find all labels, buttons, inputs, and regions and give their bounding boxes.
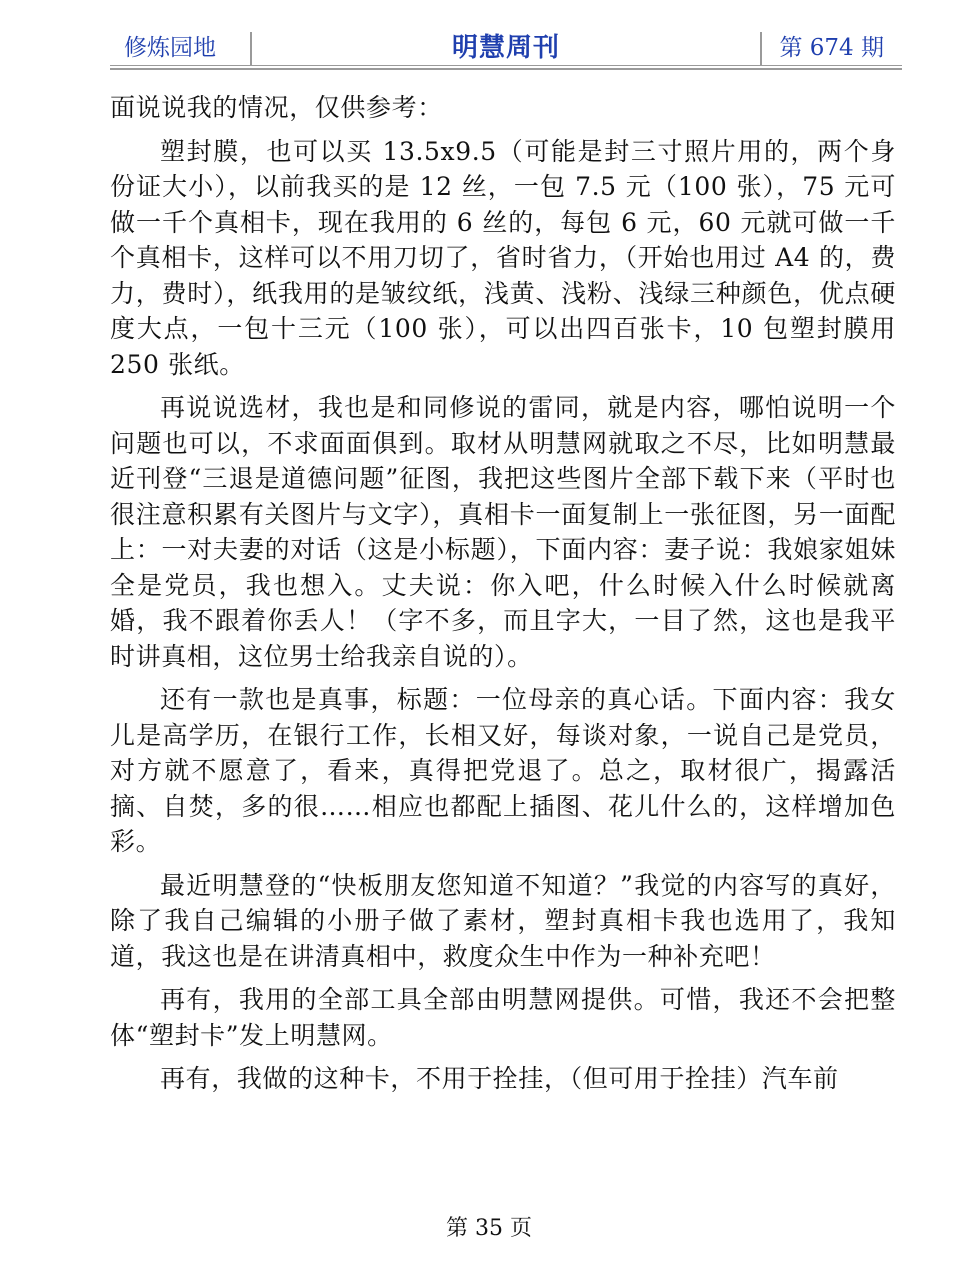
paragraph-card-usage: 再有，我做的这种卡，不用于拴挂，（但可用于拴挂）汽车前	[160, 1064, 839, 1093]
header-rule-bottom	[110, 68, 902, 70]
paragraph-material-selection: 再说说选材，我也是和同修说的雷同，就是内容，哪怕说明一个问题也可以，不求面面俱到。取材从明慧网就取之不尽，比如明慧最近刊登“三退是道德问题”征图，我把这些图片全部下载下来（平时也很注意积累有关图片与文字），真相卡一面复制上一张征图，另一面配上：一对夫妻的对话（这是小标题），下面内容：妻子说：我娘家姐妹全是党员，我也想入。丈夫说：你入吧，什么时候入什么时候就离婚，我不跟着你丢人！（字不多，而且字大，一目了然，这也是我平时讲真相，这位男士给我亲自说的）。	[110, 393, 896, 671]
paragraph-laminating-film: 塑封膜，也可以买 13.5x9.5（可能是封三寸照片用的，两个身份证大小），以前我买的是 12 丝，一包 7.5 元（100 张），75 元可做一千个真相卡，现在我用的 6 丝的，每包 6 元，60 元就可做一千个真相卡，这样可以不用刀切了，省时省力，（开始也用过 A4 的，费力，费时），纸我用的是皱纹纸，浅黄、浅粉、浅绿三种颜色，优点硬度大点，一包十三元（100 张），可以出四百张卡，10 包塑封膜用 250 张纸。	[110, 136, 896, 379]
issue-number: 第 674 期	[779, 34, 884, 61]
paragraph-kuaiban: 最近明慧登的“快板朋友您知道不知道？”我觉的内容写的真好，除了我自己编辑的小册子做了素材，塑封真相卡我也选用了，我知道，我这也是在讲清真相中，救度众生中作为一种补充吧！	[110, 870, 896, 971]
paragraph-continuation: 面说说我的情况，仅供参考：	[110, 93, 443, 122]
page-header	[110, 26, 902, 68]
page-number: 第 35 页	[446, 1216, 532, 1241]
paragraph-tools: 再有，我用的全部工具全部由明慧网提供。可惜，我还不会把整体“塑封卡”发上明慧网。	[110, 985, 896, 1050]
paragraph-mother-story: 还有一款也是真事，标题：一位母亲的真心话。下面内容：我女儿是高学历，在银行工作，长相又好，每谈对象，一说自己是党员，对方就不愿意了，看来，真得把党退了。总之，取材很广，揭露活摘、自焚，多的很……相应也都配上插图、花儿什么的，这样增加色彩。	[110, 685, 896, 856]
section-name: 修炼园地	[124, 34, 216, 61]
article-body	[110, 90, 896, 1105]
header-rule-top	[110, 65, 902, 66]
publication-title: 明慧周刊	[451, 32, 560, 63]
header-divider-right	[760, 32, 762, 66]
